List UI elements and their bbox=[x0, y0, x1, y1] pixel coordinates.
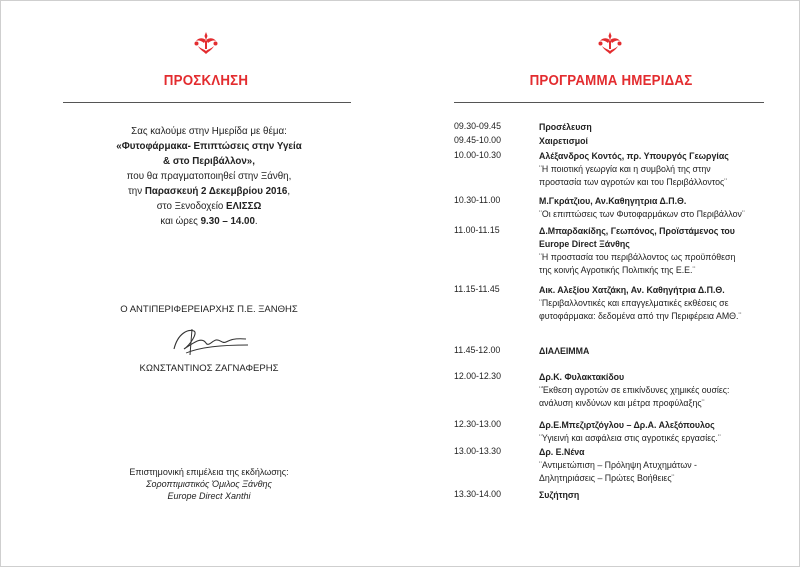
schedule-speaker: Δ.Μπαρδακίδης, Γεωπόνος, Προϊστάμενος του bbox=[539, 226, 735, 236]
schedule-time: 13.30-14.00 bbox=[454, 489, 501, 499]
left-divider bbox=[63, 102, 351, 103]
schedule-time: 12.00-12.30 bbox=[454, 371, 501, 381]
schedule-talk-title: ¨Υγιεινή και ασφάλεια στις αγροτικές εργασίες.¨ bbox=[539, 433, 721, 443]
emblem-icon-graphic bbox=[193, 31, 219, 55]
schedule-speaker: Δρ.Ε.Μπεζιρτζόγλου – Δρ.Α. Αλεξόπουλος bbox=[539, 420, 715, 430]
schedule-talk-title: ¨Αντιμετώπιση – Πρόληψη Ατυχημάτων - bbox=[539, 460, 697, 470]
emblem-icon bbox=[193, 31, 219, 55]
schedule-talk-title: ¨Η προστασία του περιβάλλοντος ως προϋπόθεση bbox=[539, 252, 736, 262]
schedule-details bbox=[539, 284, 769, 323]
organizer-credit bbox=[89, 466, 329, 502]
schedule-details bbox=[539, 135, 769, 148]
schedule-time: 10.00-10.30 bbox=[454, 150, 501, 160]
schedule-speaker: Δρ.Κ. Φυλακτακίδου bbox=[539, 372, 625, 382]
schedule-talk-title: προστασία των αγροτών και του Περιβάλλοντος¨ bbox=[539, 177, 728, 187]
signature-icon bbox=[166, 323, 256, 361]
emblem-icon bbox=[597, 31, 623, 55]
emblem-icon-graphic bbox=[597, 31, 623, 55]
schedule-details bbox=[539, 419, 769, 445]
schedule-details bbox=[539, 446, 769, 485]
schedule-time: 10.30-11.00 bbox=[454, 195, 501, 205]
schedule-time: 11.45-12.00 bbox=[454, 345, 501, 355]
credit-line: Επιστημονική επιμέλεια της εκδήλωσης: bbox=[129, 467, 289, 477]
signature-image bbox=[166, 323, 256, 361]
schedule-talk-title: Δηλητηριάσεις – Πρώτες Βοήθειες¨ bbox=[539, 473, 675, 483]
invite-line: Σας καλούμε στην Ημερίδα με θέμα: bbox=[131, 125, 287, 137]
invite-date: την Παρασκευή 2 Δεκεμβρίου 2016, bbox=[127, 185, 291, 197]
signatory-name: ΚΩΝΣΤΑΝΤΙΝΟΣ ΖΑΓΝΑΦΕΡΗΣ bbox=[139, 363, 279, 374]
invitation-title: ΠΡΟΣΚΛΗΣΗ bbox=[163, 73, 249, 89]
schedule-details bbox=[539, 121, 769, 134]
schedule-talk-title: ¨Περιβαλλοντικές και επαγγελματικές εκθέσεις σε bbox=[539, 298, 729, 308]
schedule-details bbox=[539, 225, 769, 277]
schedule-time: 11.00-11.15 bbox=[454, 225, 500, 235]
schedule-speaker: Αικ. Αλεξίου Χατζάκη, Αν. Καθηγήτρια Δ.Π.Θ. bbox=[539, 285, 725, 295]
invite-venue: στο Ξενοδοχείο ΕΛΙΣΣΩ bbox=[156, 200, 262, 212]
schedule-talk-title: ¨Έκθεση αγροτών σε επικίνδυνες χημικές ουσίες: bbox=[539, 385, 730, 395]
schedule-speaker: Μ.Γκράτζιου, Αν.Καθηγητρια Δ.Π.Θ. bbox=[539, 196, 687, 206]
schedule-time: 11.15-11.45 bbox=[454, 284, 500, 294]
schedule-talk-title: ¨Οι επιπτώσεις των Φυτοφαρμάκων στο Περιβάλλον¨ bbox=[539, 209, 745, 219]
schedule-talk-title: ¨Η ποιοτική γεωργία και η συμβολή της στην bbox=[539, 164, 711, 174]
schedule-time: 13.00-13.30 bbox=[454, 446, 501, 456]
schedule-details bbox=[539, 371, 769, 410]
schedule-time: 12.30-13.00 bbox=[454, 419, 501, 429]
schedule-talk-title: ανάλυση κινδύνων και μέτρα προφύλαξης¨ bbox=[539, 398, 705, 408]
invitation-text bbox=[102, 124, 316, 229]
schedule-speaker: Συζήτηση bbox=[539, 490, 580, 500]
schedule-details bbox=[539, 195, 769, 221]
schedule-speaker: ΔΙΑΛΕΙΜΜΑ bbox=[539, 346, 590, 356]
schedule-talk-title: της κοινής Αγροτικής Πολιτικής της Ε.Ε.¨ bbox=[539, 265, 696, 275]
signatory-title: Ο ΑΝΤΙΠΕΡΙΦΕΡΕΙΑΡΧΗΣ Π.Ε. ΞΑΝΘΗΣ bbox=[120, 304, 298, 315]
schedule-time: 09.45-10.00 bbox=[454, 135, 501, 145]
invite-hours: και ώρες 9.30 – 14.00. bbox=[160, 215, 258, 227]
program-title: ΠΡΟΓΡΑΜΜΑ ΗΜΕΡΙΔΑΣ bbox=[529, 73, 693, 89]
credit-org: Σοροπτιμιστικός Όμιλος Ξάνθης bbox=[146, 479, 272, 489]
schedule-speaker: Χαιρετισμοί bbox=[539, 136, 588, 146]
schedule-details bbox=[539, 489, 769, 502]
invite-topic: «Φυτοφάρμακα- Επιπτώσεις στην Υγεία bbox=[116, 140, 302, 152]
right-divider bbox=[454, 102, 764, 103]
invite-line: που θα πραγματοποιηθεί στην Ξάνθη, bbox=[126, 170, 292, 182]
schedule-speaker: Europe Direct Ξάνθης bbox=[539, 239, 630, 249]
schedule-details bbox=[539, 345, 769, 358]
schedule-speaker: Δρ. Ε.Νένα bbox=[539, 447, 585, 457]
credit-org: Europe Direct Xanthi bbox=[167, 491, 251, 501]
schedule-speaker: Αλέξανδρος Κοντός, πρ. Υπουργός Γεωργίας bbox=[539, 151, 729, 161]
schedule-time: 09.30-09.45 bbox=[454, 121, 501, 131]
schedule-speaker: Προσέλευση bbox=[539, 122, 592, 132]
invite-topic: & στο Περιβάλλον», bbox=[163, 155, 255, 167]
schedule-details bbox=[539, 150, 769, 189]
schedule-talk-title: φυτοφάρμακα: δεδομένα από την Περιφέρεια ΑΜΘ.¨ bbox=[539, 311, 742, 321]
